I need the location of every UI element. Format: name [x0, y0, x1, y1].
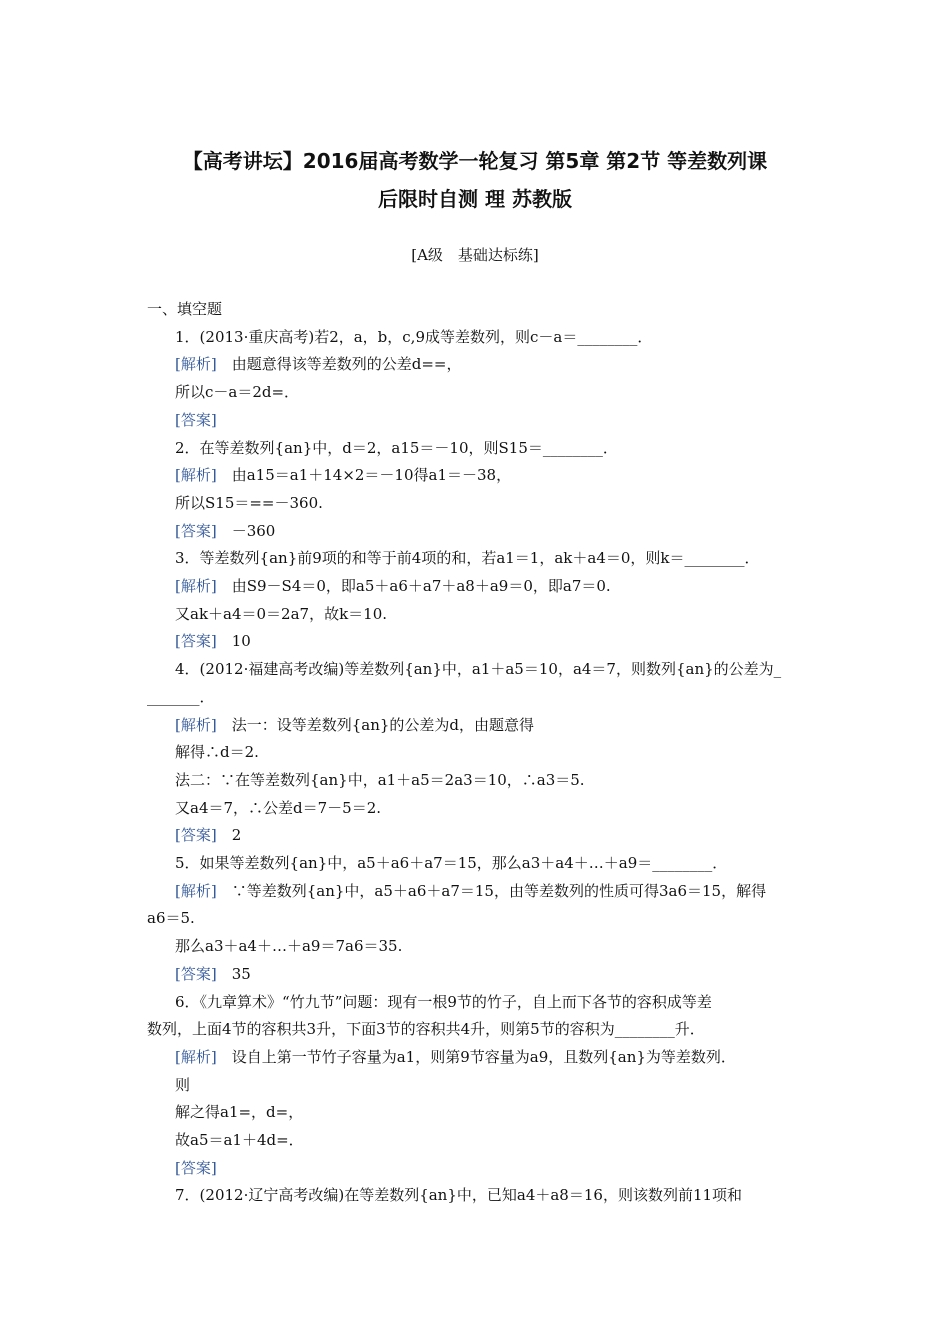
- title-line-2: 后限时自测 理 苏教版: [378, 187, 572, 211]
- line-text: 法一：设等差数列{an}的公差为d，由题意得: [216, 715, 535, 734]
- line-text: 由a15＝a1＋14×2＝－10得a1＝－38，: [216, 466, 512, 485]
- body-line: [175, 961, 251, 987]
- body-line: [175, 351, 461, 377]
- body-line: 则: [175, 1075, 191, 1094]
- line-text: －360: [216, 521, 276, 540]
- analysis-tag: [解析]: [175, 466, 217, 485]
- body-line: 2．在等差数列{an}中，d＝2，a15＝－10，则S15＝________．: [175, 438, 618, 457]
- body-line: [175, 712, 534, 738]
- title-line-1: 【高考讲坛】2016届高考数学一轮复习 第5章 第2节 等差数列课: [182, 149, 768, 173]
- analysis-tag: [解析]: [175, 1047, 217, 1066]
- line-text: 由题意得该等差数列的公差d==，: [216, 355, 462, 374]
- line-text: 由S9－S4＝0，即a5＋a6＋a7＋a8＋a9＝0，即a7＝0.: [216, 577, 611, 595]
- analysis-tag: [解析]: [175, 577, 217, 595]
- body-line: [175, 407, 217, 433]
- line-text: 35: [216, 964, 251, 983]
- body-line: 数列，上面4节的容积共3升，下面3节的容积共4升，则第5节的容积为________升．: [147, 1020, 705, 1039]
- body-line: _______．: [147, 687, 215, 706]
- body-line: 4．(2012·福建高考改编)等差数列{an}中，a1＋a5＝10，a4＝7，则数列{an}的公差为_: [175, 660, 782, 679]
- body-line: [175, 518, 275, 544]
- answer-tag: [答案]: [175, 521, 217, 540]
- answer-tag: [答案]: [175, 826, 217, 845]
- answer-tag: [答案]: [175, 632, 217, 651]
- body-line: [175, 822, 241, 848]
- line-text: 2: [216, 826, 242, 845]
- body-line: a6＝5.: [147, 909, 195, 928]
- body-line: [175, 573, 611, 599]
- section-heading: 一、填空题: [147, 300, 223, 318]
- body-line: [175, 878, 766, 904]
- body-line: 所以c－a＝2d=．: [175, 383, 300, 402]
- body-line: 5．如果等差数列{an}中，a5＋a6＋a7＝15，那么a3＋a4＋…＋a9＝________．: [175, 854, 728, 872]
- answer-tag: [答案]: [175, 964, 217, 983]
- body-line: [175, 628, 251, 654]
- body-line: 3．等差数列{an}前9项的和等于前4项的和，若a1＝1，ak＋a4＝0，则k＝________．: [175, 549, 760, 568]
- body-line: 1．(2013·重庆高考)若2，a，b，c,9成等差数列，则c－a＝________．: [175, 327, 653, 346]
- body-line: 法二：∵在等差数列{an}中，a1＋a5＝2a3＝10，∴a3＝5.: [175, 770, 585, 789]
- answer-tag: [答案]: [175, 410, 217, 429]
- analysis-tag: [解析]: [175, 715, 217, 734]
- answer-tag: [答案]: [175, 1158, 217, 1177]
- body-line: [175, 462, 511, 488]
- line-text: 10: [216, 632, 251, 651]
- line-text: 设自上第一节竹子容量为a1，则第9节容量为a9，且数列{an}为等差数列．: [216, 1047, 736, 1066]
- body-line: 解之得a1=，d=，: [175, 1103, 304, 1122]
- body-line: 7．(2012·辽宁高考改编)在等差数列{an}中，已知a4＋a8＝16，则该数列前11项和: [175, 1186, 743, 1205]
- body-line: 6．《九章算术》“竹九节”问题：现有一根9节的竹子，自上而下各节的容积成等差: [175, 992, 712, 1011]
- body-line: 解得∴d＝2.: [175, 743, 259, 762]
- analysis-tag: [解析]: [175, 355, 217, 374]
- body-line: 所以S15＝==－360.: [175, 493, 323, 512]
- body-line: 那么a3＋a4＋…＋a9＝7a6＝35.: [175, 937, 403, 956]
- body-line: [175, 1044, 736, 1070]
- body-line: 故a5＝a1＋4d=．: [175, 1131, 304, 1149]
- analysis-tag: [解析]: [175, 881, 217, 900]
- level-label: [A级 基础达标练]: [411, 246, 539, 264]
- body-line: 又a4＝7，∴公差d＝7－5＝2.: [175, 798, 382, 817]
- body-line: [175, 1155, 217, 1181]
- line-text: ∵等差数列{an}中，a5＋a6＋a7＝15，由等差数列的性质可得3a6＝15，解得: [216, 881, 767, 900]
- body-line: 又ak＋a4＝0＝2a7，故k＝10.: [175, 604, 388, 623]
